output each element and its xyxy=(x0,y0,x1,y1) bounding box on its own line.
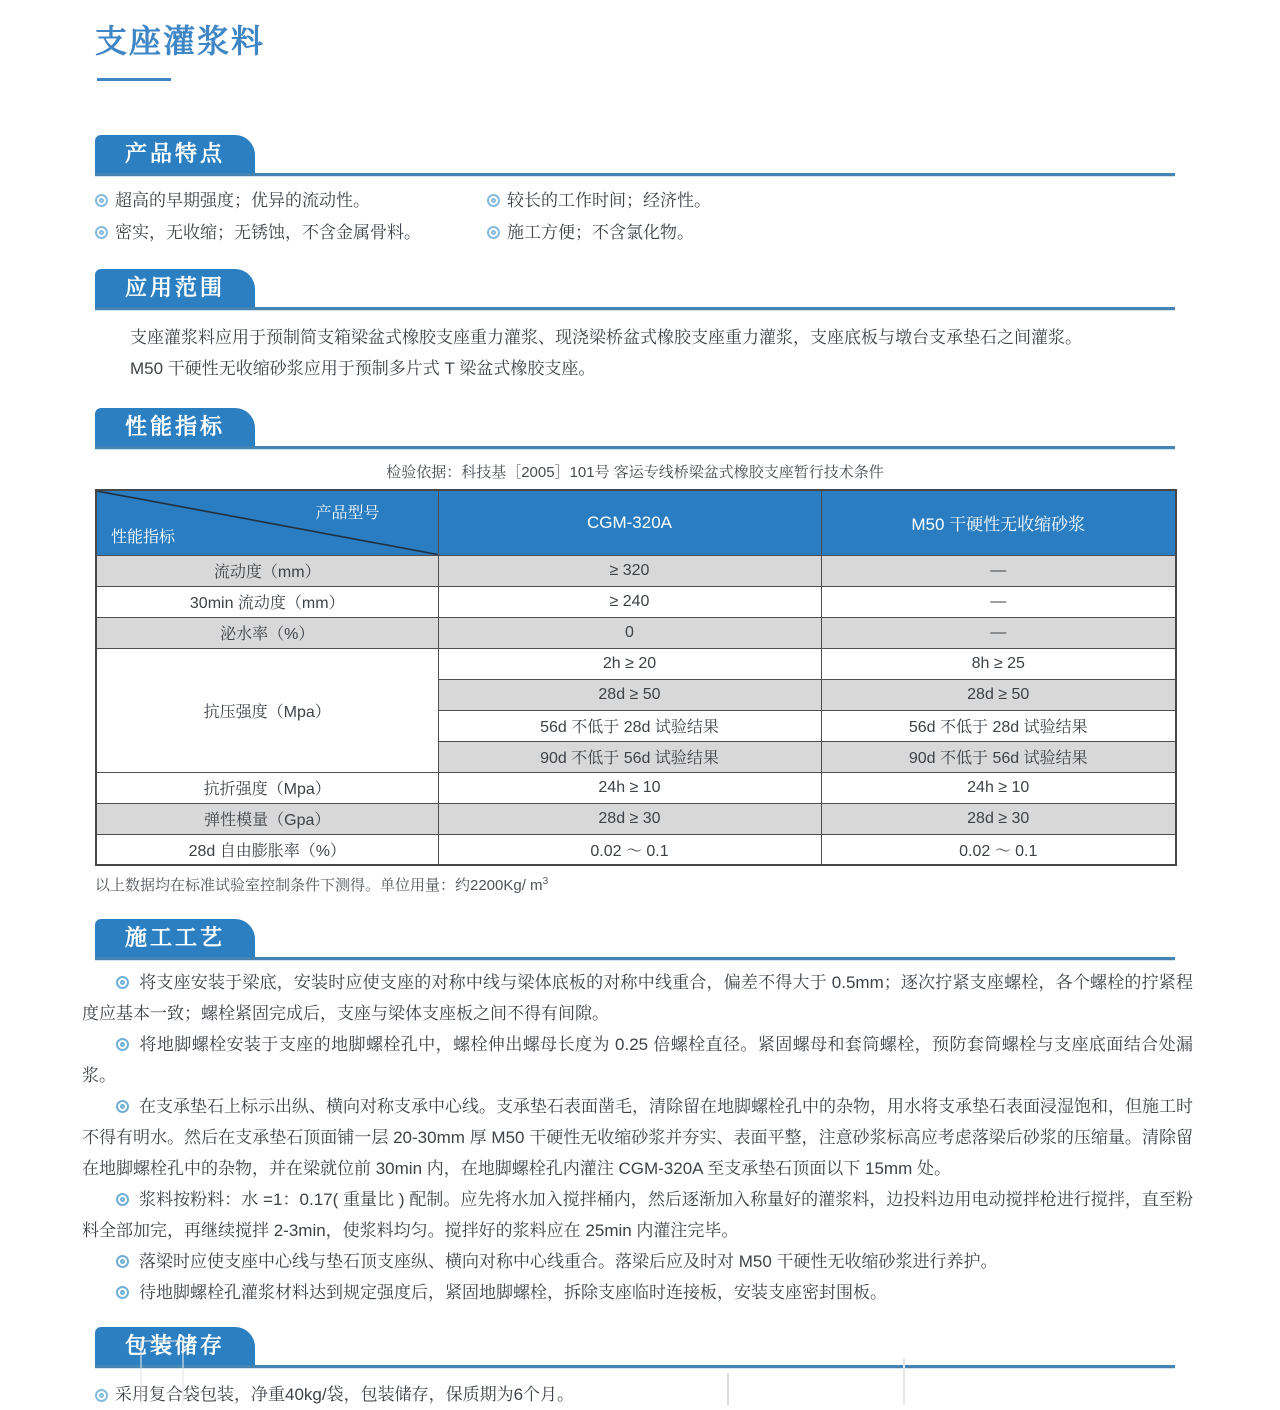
section-construction xyxy=(82,919,1193,1308)
cell-m50: 28d ≥ 30 xyxy=(821,803,1176,834)
table-row xyxy=(96,648,1176,679)
feature-text: 超高的早期强度；优异的流动性。 xyxy=(115,191,370,210)
double-ring-bullet-icon xyxy=(116,1100,129,1113)
column-header-m50: M50 干硬性无收缩砂浆 xyxy=(821,490,1176,555)
spec-table xyxy=(95,489,1177,866)
cell-cgm: ≥ 240 xyxy=(438,586,821,617)
cell-m50: — xyxy=(821,617,1176,648)
table-note: 以上数据均在标准试验室控制条件下测得。单位用量：约2200Kg/ $m^3$ xyxy=(95,876,549,894)
cell-cgm: 0 xyxy=(438,617,821,648)
application-paragraph: M50 干硬性无收缩砂浆应用于预制多片式 T 梁盆式橡胶支座。 xyxy=(130,359,596,378)
row-label: 抗折强度（Mpa） xyxy=(96,772,438,803)
row-label: 泌水率（%） xyxy=(96,617,438,648)
section-tab-performance: 性能指标 xyxy=(95,408,255,446)
double-ring-bullet-icon xyxy=(116,1193,129,1206)
double-ring-bullet-icon xyxy=(116,1038,129,1051)
application-paragraph: 支座灌浆料应用于预制简支箱梁盆式橡胶支座重力灌浆、现浇梁桥盆式橡胶支座重力灌浆，支座底板与墩台支承垫石之间灌浆。 xyxy=(130,328,1082,347)
feature-item xyxy=(487,185,1175,217)
cell-cgm: 90d 不低于 56d 试验结果 xyxy=(438,741,821,772)
cell-cgm: 2h ≥ 20 xyxy=(438,648,821,679)
section-performance xyxy=(95,408,1175,895)
section-head-rule xyxy=(95,1327,1175,1368)
double-ring-bullet-icon xyxy=(95,226,108,239)
table-row xyxy=(96,617,1176,648)
row-label-compressive: 抗压强度（Mpa） xyxy=(96,648,438,772)
table-row xyxy=(96,834,1176,865)
features-list xyxy=(95,185,1175,249)
cell-m50: 24h ≥ 10 xyxy=(821,772,1176,803)
cell-m50: 56d 不低于 28d 试验结果 xyxy=(821,710,1176,741)
table-row xyxy=(96,772,1176,803)
construction-step: 落梁时应使支座中心线与垫石顶支座纵、横向对称中心线重合。落梁后应及时对 M50 干硬性无收缩砂浆进行养护。 xyxy=(82,1246,1193,1277)
double-ring-bullet-icon xyxy=(116,976,129,989)
corner-cell xyxy=(96,490,438,555)
construction-step: 将地脚螺栓安装于支座的地脚螺栓孔中，螺栓伸出螺母长度为 0.25 倍螺栓直径。紧固螺母和套筒螺栓，预防套筒螺栓与支座底面结合处漏浆。 xyxy=(82,1035,1193,1085)
section-head-rule xyxy=(95,135,1175,176)
construction-steps xyxy=(82,967,1193,1308)
double-ring-bullet-icon xyxy=(95,194,108,207)
cell-m50: — xyxy=(821,586,1176,617)
cell-cgm: 0.02 ～ 0.1 xyxy=(438,834,821,865)
column-header-cgm: CGM-320A xyxy=(438,490,821,555)
construction-step: 待地脚螺栓孔灌浆材料达到规定强度后，紧固地脚螺栓，拆除支座临时连接板，安装支座密封围板。 xyxy=(82,1277,1193,1308)
feature-item xyxy=(95,217,487,249)
packaging-item: 采用复合袋包装，净重40kg/袋，包装储存，保质期为6个月。 xyxy=(95,1380,1175,1410)
double-ring-bullet-icon xyxy=(487,194,500,207)
feature-item xyxy=(95,185,487,217)
row-label: 流动度（mm） xyxy=(96,555,438,586)
cell-cgm: 28d ≥ 30 xyxy=(438,803,821,834)
feature-text: 密实，无收缩；无锈蚀，不含金属骨料。 xyxy=(115,223,421,242)
construction-step: 浆料按粉料：水 =1：0.17( 重量比 ) 配制。应先将水加入搅拌桶内，然后逐渐加入称量好的灌浆料，边投料边用电动搅拌枪进行搅拌，直至粉料全部加完，再继续搅拌 2-3min，使浆料均匀。搅拌好的浆料应在 25min 内灌注完毕。 xyxy=(82,1190,1193,1240)
section-features xyxy=(95,135,1175,249)
section-tab-construction: 施工工艺 xyxy=(95,919,255,957)
title-underline xyxy=(97,78,171,81)
section-head-rule xyxy=(95,408,1175,449)
section-application xyxy=(95,269,1175,384)
cell-m50: 28d ≥ 50 xyxy=(821,679,1176,710)
section-tab-packaging: 包装储存 xyxy=(95,1327,255,1365)
table-row xyxy=(96,555,1176,586)
corner-label-product-model: 产品型号 xyxy=(315,505,380,522)
double-ring-bullet-icon xyxy=(487,226,500,239)
feature-text: 较长的工作时间；经济性。 xyxy=(507,191,711,210)
application-paragraphs xyxy=(95,322,1175,384)
row-label: 28d 自由膨胀率（%） xyxy=(96,834,438,865)
section-head-rule xyxy=(95,269,1175,310)
cell-m50: 90d 不低于 56d 试验结果 xyxy=(821,741,1176,772)
section-packaging xyxy=(95,1327,1175,1410)
construction-step: 在支承垫石上标示出纵、横向对称支承中心线。支承垫石表面凿毛，清除留在地脚螺栓孔中的杂物，用水将支承垫石表面浸湿饱和，但施工时不得有明水。然后在支承垫石顶面铺一层 20-30mm 厚 M50 干硬性无收缩砂浆并夯实、表面平整，注意砂浆标高应考虑落梁后砂浆的压缩量。清除留在地脚螺栓孔中的杂物，并在梁就位前 30min 内，在地脚螺栓孔内灌注 CGM-320A 至支承垫石顶面以下 15mm 处。 xyxy=(82,1097,1193,1178)
construction-step: 将支座安装于梁底，安装时应使支座的对称中线与梁体底板的对称中线重合，偏差不得大于 0.5mm；逐次拧紧支座螺栓，各个螺栓的拧紧程度应基本一致；螺栓紧固完成后，支座与梁体支座板之间不得有间隙。 xyxy=(82,973,1193,1023)
section-tab-features: 产品特点 xyxy=(95,135,255,173)
test-basis: 检验依据：科技基［2005］101号 客运专线桥梁盆式橡胶支座暂行技术条件 xyxy=(386,464,884,481)
cell-cgm: 24h ≥ 10 xyxy=(438,772,821,803)
double-ring-bullet-icon xyxy=(116,1286,129,1299)
double-ring-bullet-icon xyxy=(95,1389,108,1402)
cell-cgm: 56d 不低于 28d 试验结果 xyxy=(438,710,821,741)
row-label: 30min 流动度（mm） xyxy=(96,586,438,617)
feature-text: 施工方便；不含氯化物。 xyxy=(507,223,694,242)
table-row xyxy=(96,803,1176,834)
section-head-rule xyxy=(95,919,1175,960)
cubic-meter-superscript: 3 xyxy=(542,876,549,887)
double-ring-bullet-icon xyxy=(116,1255,129,1268)
page-title: 支座灌浆料 xyxy=(95,23,266,59)
table-header-row xyxy=(96,490,1176,555)
row-label: 弹性模量（Gpa） xyxy=(96,803,438,834)
cell-m50: 0.02 ～ 0.1 xyxy=(821,834,1176,865)
corner-label-performance-index: 性能指标 xyxy=(111,528,176,546)
cell-m50: 8h ≥ 25 xyxy=(821,648,1176,679)
cell-cgm: 28d ≥ 50 xyxy=(438,679,821,710)
section-tab-application: 应用范围 xyxy=(95,269,255,307)
table-row xyxy=(96,586,1176,617)
cell-cgm: ≥ 320 xyxy=(438,555,821,586)
cell-m50: — xyxy=(821,555,1176,586)
feature-item xyxy=(487,217,1175,249)
